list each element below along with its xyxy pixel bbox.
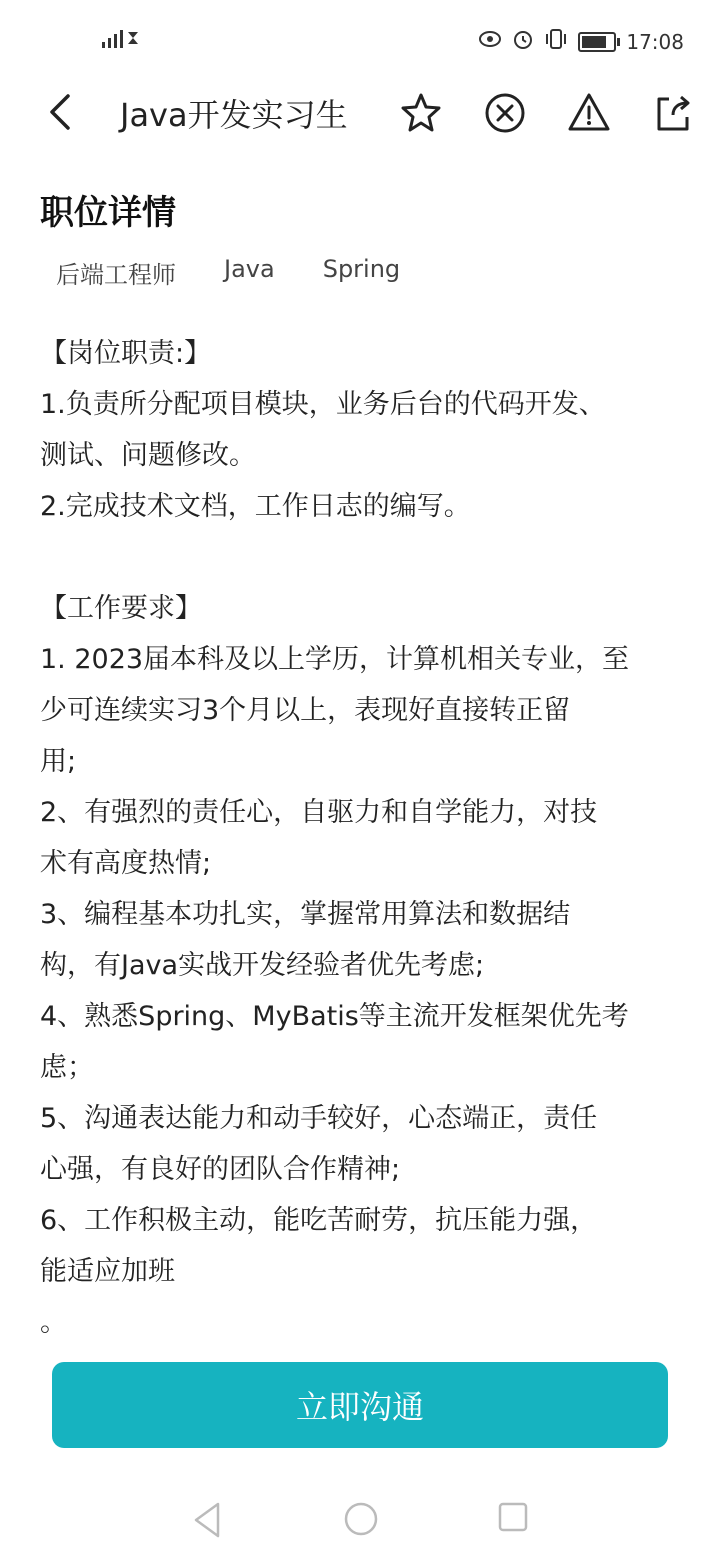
favorite-button[interactable] (398, 90, 444, 136)
square-recent-icon (496, 1500, 530, 1534)
tag-spring: Spring (322, 255, 401, 283)
dismiss-button[interactable] (482, 90, 528, 136)
share-button[interactable] (650, 90, 696, 136)
chat-now-button[interactable]: 立即沟通 (52, 1362, 668, 1448)
nav-actions (398, 90, 696, 136)
tag-backend: 后端工程师 (56, 261, 176, 289)
system-back-button[interactable] (190, 1500, 224, 1544)
system-recent-button[interactable] (496, 1500, 530, 1538)
status-right (478, 28, 684, 55)
job-description: 【岗位职责:】 1.负责所分配项目模块，业务后台的代码开发、 测试、问题修改。 2.完成技术文档，工作日志的编写。 【工作要求】 1. 2023届本科及以上学历，计算机相关专业，至 少可连续实习3个月以上，表现好直接转正留 用; 2、有强烈的责任心，自驱力和自学能力，对技 术有高度热情; 3、编程基本功扎实，掌握常用算法和数据结 构，有Java实战开发经验者优先考虑; 4、熟悉Spring、MyBatis等主流开发框架优先考 虑； 5、沟通表达能力和动手较好，心态端正，责任 心强，有良好的团队合作精神; 6、工作积极主动，能吃苦耐劳，抗压能力强， 能适应加班 。 (40, 338, 630, 1338)
status-bar (0, 0, 720, 80)
signal-icon (100, 28, 140, 55)
page-title: Java开发实习生 (120, 96, 348, 134)
status-left (100, 28, 140, 55)
eye-comfort-icon (478, 29, 502, 54)
report-button[interactable] (566, 90, 612, 136)
chevron-left-icon (46, 92, 74, 132)
warning-icon (567, 91, 611, 135)
alarm-icon (512, 28, 534, 55)
section-title: 职位详情 (40, 193, 176, 233)
tag-java: Java (224, 255, 275, 283)
triangle-back-icon (190, 1500, 224, 1540)
close-circle-icon (483, 91, 527, 135)
vibrate-icon (544, 28, 568, 55)
job-tags (56, 255, 400, 290)
share-icon (651, 91, 695, 135)
battery-fill (582, 36, 606, 48)
star-icon (399, 91, 443, 135)
system-home-button[interactable] (342, 1500, 380, 1542)
nav-bar (0, 80, 720, 144)
back-button[interactable] (40, 92, 80, 132)
status-time: 17:08 (626, 29, 684, 54)
battery-icon (578, 32, 616, 52)
system-nav-bar (0, 1480, 720, 1560)
circle-home-icon (342, 1500, 380, 1538)
